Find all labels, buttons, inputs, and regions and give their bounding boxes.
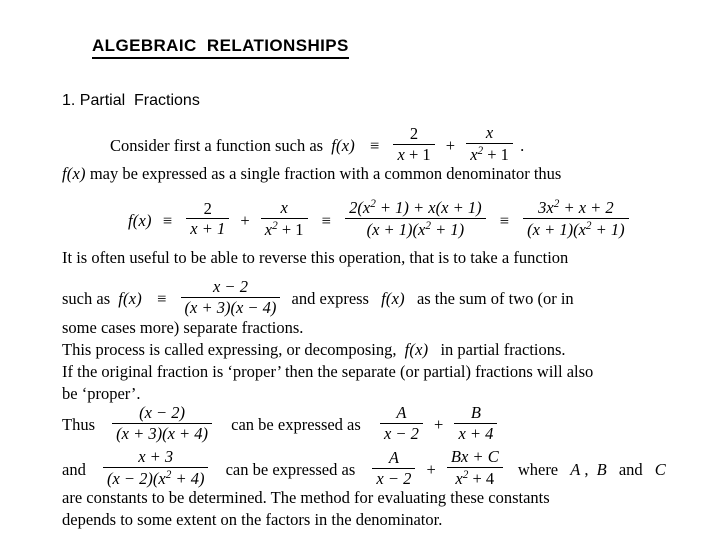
main-equation-term4-num-a: 3x	[538, 197, 554, 217]
such-as-line	[62, 278, 578, 317]
main-equation-term4-denominator	[523, 219, 629, 239]
intro-fx-label: f(x)	[331, 136, 355, 156]
main-equation-term4-den-a: (x + 1)(x	[527, 219, 586, 239]
constants-line-1: are constants to be determined. The method for evaluating these constants	[62, 488, 550, 507]
and-comma: ,	[584, 460, 589, 480]
main-equation-equiv-1: ≡	[162, 210, 173, 230]
single-fraction-line	[62, 166, 561, 183]
and-prefix: and	[62, 460, 86, 480]
main-equation-term3	[342, 198, 488, 238]
main-equation-plus: +	[240, 210, 250, 230]
process-line	[62, 342, 570, 359]
and-const-c: C	[654, 460, 666, 480]
intro-term1-numerator: 2	[393, 125, 434, 145]
and-left-den-b: + 4)	[171, 468, 205, 488]
thus-right-term1-denominator: x − 2	[383, 423, 419, 443]
and-where-text: where	[517, 460, 559, 480]
main-equation-term2	[258, 199, 311, 238]
and-const-b: B	[596, 460, 607, 480]
main-equation-term1-numerator: 2	[186, 200, 229, 220]
and-and-text: and	[618, 460, 643, 480]
proper-line-2: be ‘proper’.	[62, 384, 141, 403]
main-equation-term1-denominator: x + 1	[190, 219, 226, 239]
main-equation-term1	[183, 200, 232, 239]
constants-line-2: depends to some extent on the factors in the denominator.	[62, 510, 443, 529]
such-as-fx-label: f(x)	[118, 289, 142, 309]
and-right-term2-den-exponent: 2	[462, 468, 469, 481]
and-right-term1-numerator: A	[372, 449, 415, 469]
process-fx-label: f(x)	[404, 340, 429, 359]
thus-left-fraction	[109, 404, 215, 443]
intro-lead-text: Consider first a function such as	[110, 136, 324, 156]
page-title: ALGEBRAIC RELATIONSHIPS	[92, 36, 349, 59]
intro-term1-fraction	[390, 125, 437, 164]
main-equation-term4	[520, 198, 632, 238]
some-cases-line: some cases more) separate fractions.	[62, 318, 304, 337]
thus-right-term2-numerator: B	[454, 404, 497, 424]
such-as-fraction-numerator: x − 2	[181, 278, 281, 298]
thus-right-term1-numerator: A	[380, 404, 423, 424]
and-equation	[62, 448, 670, 487]
main-equation-term3-num-a: 2(x	[349, 197, 371, 217]
intro-plus-symbol: +	[445, 136, 456, 156]
and-right-term2-denominator	[447, 468, 503, 488]
process-suffix: in partial fractions.	[440, 340, 566, 359]
and-left-denominator	[103, 468, 209, 488]
main-equation	[128, 198, 632, 238]
intro-term2-fraction	[463, 124, 516, 163]
and-left-den-exponent: 2	[165, 468, 172, 481]
main-equation-term3-den-a: (x + 1)(x	[366, 219, 426, 239]
section-heading: 1. Partial Fractions	[62, 92, 200, 109]
intro-term2-numerator: x	[466, 124, 513, 144]
and-left-numerator: x + 3	[103, 448, 209, 468]
intro-term2-den-rest: + 1	[483, 144, 509, 164]
main-equation-fx-label: f(x)	[128, 210, 152, 230]
intro-line	[110, 124, 524, 163]
thus-prefix: Thus	[62, 415, 95, 435]
and-right-term1-denominator: x − 2	[376, 468, 412, 488]
and-const-a: A	[570, 460, 581, 480]
and-right-term1	[369, 449, 418, 488]
such-as-fraction-denominator: (x + 3)(x − 4)	[184, 297, 277, 317]
intro-term1-den-var: x	[397, 144, 405, 164]
intro-term2-den-var: x	[470, 144, 478, 164]
intro-period: .	[520, 136, 525, 156]
intro-term1-den-rest: + 1	[404, 144, 431, 164]
main-equation-equiv-3: ≡	[499, 210, 510, 230]
such-as-middle-text: and express	[291, 289, 369, 309]
reverse-operation-line: It is often useful to be able to reverse this operation, that is to take a function	[62, 248, 569, 267]
thus-left-denominator: (x + 3)(x + 4)	[116, 423, 209, 443]
and-right-term2-numerator: Bx + C	[447, 448, 503, 468]
thus-plus-symbol: +	[434, 415, 444, 435]
intro-term2-denominator	[466, 144, 513, 164]
intro-term2-den-exponent: 2	[477, 144, 484, 157]
main-equation-equiv-2: ≡	[321, 210, 331, 230]
main-equation-term2-den-var: x	[264, 219, 273, 239]
main-equation-term2-den-exponent: 2	[272, 219, 278, 232]
main-equation-term3-num-b: + 1) + x(x + 1)	[375, 197, 482, 217]
single-fraction-text: may be expressed as a single fraction with a common denominator thus	[85, 164, 562, 183]
single-fraction-fx-label: f(x)	[62, 164, 86, 183]
main-equation-term3-denominator	[345, 219, 485, 239]
thus-right-term2	[451, 404, 500, 443]
main-equation-term2-den-rest: + 1	[277, 219, 304, 239]
such-as-fx-label-2: f(x)	[381, 289, 405, 309]
intro-term1-denominator	[393, 145, 434, 164]
intro-equiv-symbol: ≡	[370, 136, 380, 156]
thus-middle-text: can be expressed as	[231, 415, 361, 435]
and-right-term2-den-rest: + 4	[468, 468, 495, 488]
thus-equation	[62, 404, 500, 443]
and-left-fraction	[100, 448, 212, 487]
main-equation-term3-numerator	[345, 198, 485, 219]
main-equation-term4-num-b: + x + 2	[559, 197, 614, 217]
main-equation-term3-den-b: + 1)	[430, 219, 465, 239]
such-as-suffix-text: as the sum of two (or in	[416, 289, 574, 309]
main-equation-term2-denominator	[261, 219, 308, 239]
main-equation-term4-den-b: + 1)	[591, 219, 625, 239]
process-prefix: This process is called expressing, or decomposing,	[62, 340, 397, 359]
main-equation-term3-den-exponent: 2	[425, 219, 431, 232]
main-equation-term3-num-exponent: 2	[370, 198, 376, 210]
such-as-prefix: such as	[62, 289, 111, 309]
such-as-fraction	[178, 278, 284, 317]
such-as-equiv-symbol: ≡	[157, 289, 167, 309]
and-plus-symbol: +	[426, 460, 436, 480]
thus-left-numerator: (x − 2)	[112, 404, 212, 424]
main-equation-term4-den-exponent: 2	[585, 219, 592, 232]
thus-right-term1	[377, 404, 426, 443]
thus-right-term2-denominator: x + 4	[458, 423, 494, 443]
main-equation-term4-numerator	[523, 198, 629, 219]
and-right-term2	[444, 448, 506, 487]
and-middle-text: can be expressed as	[225, 460, 356, 480]
main-equation-term4-num-exponent: 2	[553, 198, 560, 210]
proper-line-1: If the original fraction is ‘proper’ then the separate (or partial) fractions will also	[62, 362, 594, 381]
and-right-term2-den-var: x	[455, 468, 463, 488]
main-equation-term2-numerator: x	[261, 199, 308, 219]
and-left-den-a: (x − 2)(x	[106, 468, 166, 488]
